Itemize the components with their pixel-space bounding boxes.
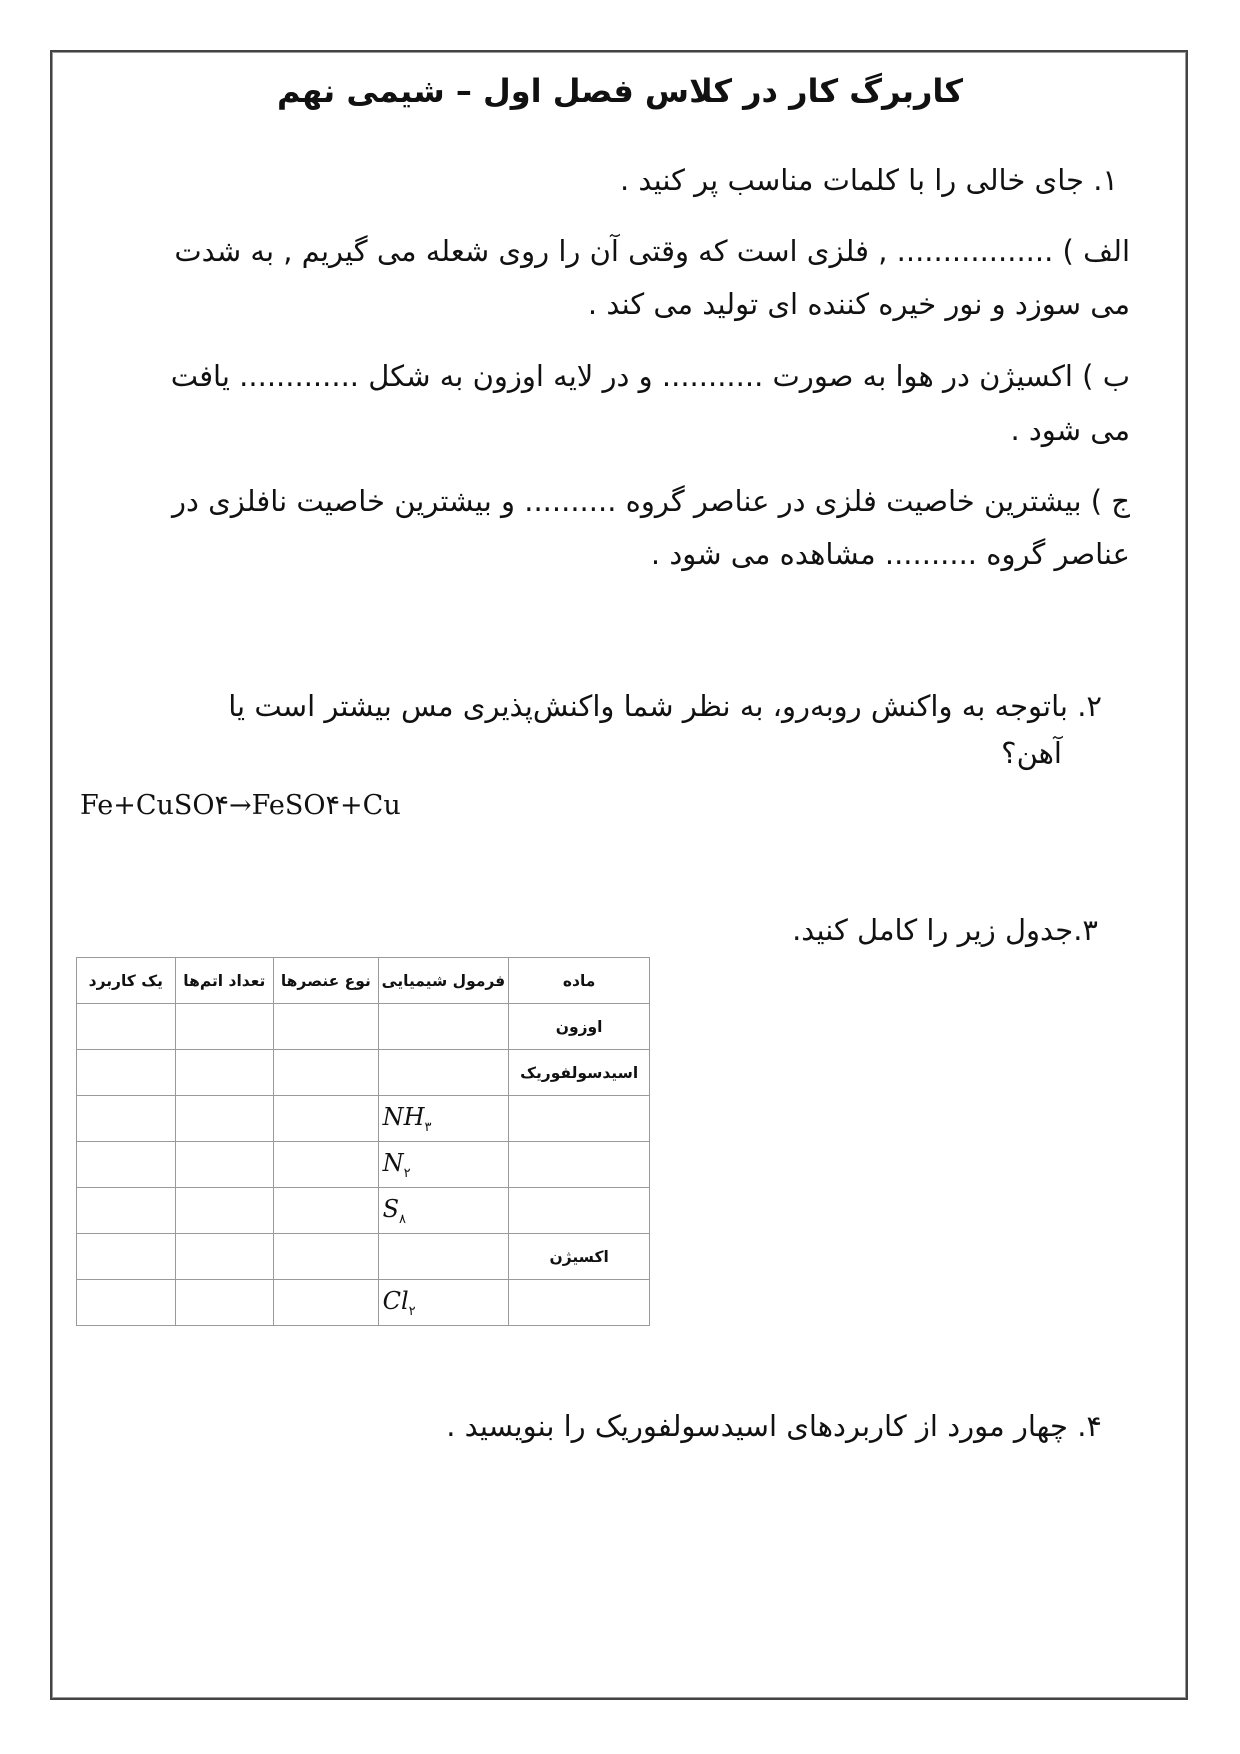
worksheet-title: کاربرگ کار در کلاس فصل اول – شیمی نهم [276, 72, 964, 110]
table-row [77, 1050, 650, 1096]
q1-part-a-line1: الف ) ................. , فلزی است که وقتی آن را روی شعله می گیریم , به شدت [174, 234, 1130, 268]
cell-use[interactable] [77, 1004, 176, 1050]
cell-substance [509, 1188, 650, 1234]
cell-atom-count[interactable] [175, 1004, 274, 1050]
cell-substance [509, 1096, 650, 1142]
cell-use[interactable] [77, 1050, 176, 1096]
cell-formula: $Cl_۲$ [378, 1280, 509, 1326]
reaction-equation: Fe+CuSO۴→FeSO۴+Cu [80, 790, 401, 821]
cell-formula: $N_۲$ [378, 1142, 509, 1188]
cell-atom-count[interactable] [175, 1142, 274, 1188]
cell-use[interactable] [77, 1096, 176, 1142]
q2-question-line2: آهن؟ [1001, 736, 1062, 770]
header-one-use: یک کاربرد [77, 958, 176, 1004]
header-substance: ماده [509, 958, 650, 1004]
cell-element-types[interactable] [274, 1050, 379, 1096]
cell-substance: اکسیژن [509, 1234, 650, 1280]
cell-use[interactable] [77, 1234, 176, 1280]
table-row [77, 1188, 650, 1234]
cell-formula [378, 1050, 509, 1096]
cell-substance: اوزون [509, 1004, 650, 1050]
table-header-row [77, 958, 650, 1004]
q4-heading: ۴. چهار مورد از کاربردهای اسیدسولفوریک را بنویسید . [446, 1409, 1102, 1443]
cell-formula [378, 1004, 509, 1050]
cell-formula [378, 1234, 509, 1280]
cell-element-types[interactable] [274, 1096, 379, 1142]
cell-atom-count[interactable] [175, 1096, 274, 1142]
q1-part-b-line2: می شود . [1010, 413, 1130, 447]
header-element-types: نوع عنصرها [274, 958, 379, 1004]
cell-atom-count[interactable] [175, 1188, 274, 1234]
q1-part-c-line2: عناصر گروه .......... مشاهده می شود . [650, 537, 1130, 571]
cell-substance: اسیدسولفوریک [509, 1050, 650, 1096]
q1-part-c-line1: ج ) بیشترین خاصیت فلزی در عناصر گروه .......... و بیشترین خاصیت نافلزی در [171, 484, 1130, 518]
cell-element-types[interactable] [274, 1280, 379, 1326]
cell-formula: $S_۸$ [378, 1188, 509, 1234]
header-chemical-formula: فرمول شیمیایی [378, 958, 509, 1004]
q2-question-line1: ۲. باتوجه به واکنش روبه‌رو، به نظر شما واکنش‌پذیری مس بیشتر است یا [228, 689, 1102, 723]
cell-substance [509, 1280, 650, 1326]
cell-element-types[interactable] [274, 1234, 379, 1280]
cell-atom-count[interactable] [175, 1234, 274, 1280]
table-row [77, 1234, 650, 1280]
q1-part-b-line1: ب ) اکسیژن در هوا به صورت ........... و در لایه اوزون به شکل ............. یافت [170, 359, 1130, 393]
cell-element-types[interactable] [274, 1142, 379, 1188]
cell-formula: $NH_۳$ [378, 1096, 509, 1142]
cell-element-types[interactable] [274, 1004, 379, 1050]
cell-element-types[interactable] [274, 1188, 379, 1234]
table-row [77, 1280, 650, 1326]
cell-substance [509, 1142, 650, 1188]
table-row [77, 1142, 650, 1188]
cell-use[interactable] [77, 1280, 176, 1326]
q3-heading: ۳.جدول زیر را کامل کنید. [792, 913, 1098, 947]
cell-atom-count[interactable] [175, 1280, 274, 1326]
header-atom-count: تعداد اتم‌ها [175, 958, 274, 1004]
table-row [77, 1096, 650, 1142]
cell-use[interactable] [77, 1188, 176, 1234]
cell-use[interactable] [77, 1142, 176, 1188]
q1-part-a-line2: می سوزد و نور خیره کننده ای تولید می کند . [587, 287, 1130, 321]
q1-heading: ۱. جای خالی را با کلمات مناسب پر کنید . [620, 163, 1118, 197]
table-row [77, 1004, 650, 1050]
cell-atom-count[interactable] [175, 1050, 274, 1096]
substances-table [76, 957, 650, 1326]
